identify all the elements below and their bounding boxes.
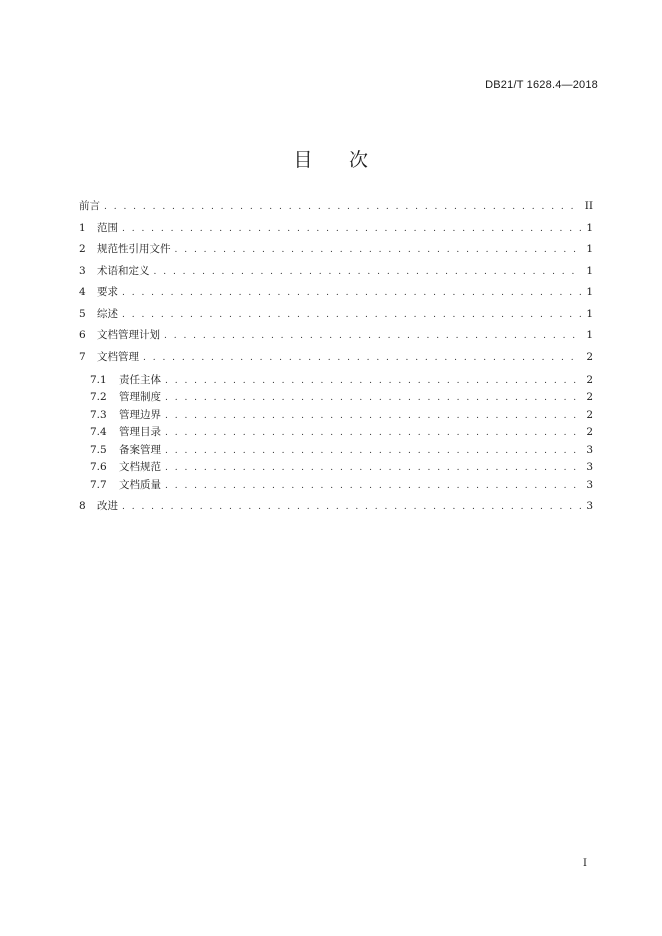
toc-entry-foreword[interactable] bbox=[79, 200, 593, 214]
toc-entry-label: 责任主体 bbox=[119, 373, 161, 386]
toc-entry-1[interactable] bbox=[79, 222, 593, 236]
toc-leader-dots bbox=[122, 309, 581, 322]
toc-entry-7-6[interactable] bbox=[90, 461, 593, 475]
toc-entry-label: 改进 bbox=[97, 500, 118, 512]
toc-entry-number: 7.4 bbox=[90, 426, 107, 438]
toc-entry-number: 7.7 bbox=[90, 478, 107, 491]
toc-entry-number: 7.2 bbox=[90, 391, 107, 403]
page-number: I bbox=[583, 858, 587, 869]
toc-entry-7-5[interactable] bbox=[90, 444, 593, 458]
toc-leader-dots bbox=[122, 287, 581, 300]
toc-leader-dots bbox=[165, 427, 581, 440]
toc-leader-dots bbox=[165, 462, 581, 475]
toc-entry-page: 2 bbox=[586, 373, 593, 386]
toc-entry-5[interactable] bbox=[79, 308, 593, 322]
toc-entry-number: 7.6 bbox=[90, 461, 107, 473]
toc-entry-7-3[interactable] bbox=[90, 409, 593, 423]
toc-entry-number: 6 bbox=[79, 329, 86, 341]
toc-entry-number: 3 bbox=[79, 264, 86, 277]
toc-entry-label: 文档管理计划 bbox=[97, 329, 160, 341]
toc-entry-6[interactable] bbox=[79, 329, 593, 343]
toc-entry-8[interactable] bbox=[79, 500, 593, 514]
toc-entry-7-4[interactable] bbox=[90, 426, 593, 440]
toc-leader-dots bbox=[104, 201, 581, 214]
toc-entry-label: 文档管理 bbox=[97, 350, 139, 363]
toc-entry-page: II bbox=[584, 200, 593, 212]
toc-entry-label: 文档规范 bbox=[119, 461, 161, 473]
toc-entry-label: 备案管理 bbox=[119, 443, 161, 456]
toc-entry-label: 范围 bbox=[97, 221, 118, 234]
toc-entry-page: 3 bbox=[586, 461, 593, 473]
toc-entry-page: 1 bbox=[586, 286, 593, 298]
toc-entry-label: 规范性引用文件 bbox=[97, 243, 171, 255]
toc-leader-dots bbox=[143, 352, 581, 365]
toc-entry-number: 7.3 bbox=[90, 408, 107, 421]
toc-title-left: 目 bbox=[293, 149, 313, 171]
toc-entry-label: 管理边界 bbox=[119, 408, 161, 421]
document-code: DB21/T 1628.4—2018 bbox=[485, 79, 598, 91]
toc-leader-dots bbox=[165, 410, 581, 423]
toc-leader-dots bbox=[175, 244, 582, 257]
toc-title-right: 次 bbox=[349, 149, 369, 171]
toc-entry-7-1[interactable] bbox=[90, 374, 593, 388]
toc-leader-dots bbox=[164, 330, 581, 343]
toc-entry-page: 2 bbox=[586, 350, 593, 363]
toc-leader-dots bbox=[154, 266, 582, 279]
toc-leader-dots bbox=[122, 501, 581, 514]
toc-leader-dots bbox=[165, 445, 581, 458]
toc-entry-page: 1 bbox=[586, 243, 593, 255]
toc-entry-label: 综述 bbox=[97, 307, 118, 320]
toc-title bbox=[0, 145, 662, 172]
toc-leader-dots bbox=[165, 392, 581, 405]
toc-entry-label: 前言 bbox=[79, 200, 100, 212]
toc-entry-label: 要求 bbox=[97, 286, 118, 298]
toc-entry-7[interactable] bbox=[79, 351, 593, 365]
toc-entry-4[interactable] bbox=[79, 286, 593, 300]
toc-entry-page: 3 bbox=[586, 443, 593, 456]
toc-entry-7-2[interactable] bbox=[90, 391, 593, 405]
toc-entry-number: 1 bbox=[79, 221, 86, 234]
toc-entry-page: 1 bbox=[586, 329, 593, 341]
toc-entry-page: 1 bbox=[586, 221, 593, 234]
toc-entry-label: 管理制度 bbox=[119, 391, 161, 403]
toc-entry-number: 2 bbox=[79, 243, 86, 255]
toc-entry-number: 5 bbox=[79, 307, 86, 320]
toc-entry-7-7[interactable] bbox=[90, 479, 593, 493]
toc-entry-page: 1 bbox=[586, 264, 593, 277]
toc-entry-page: 3 bbox=[586, 500, 593, 512]
toc-entry-label: 文档质量 bbox=[119, 478, 161, 491]
toc-entry-3[interactable] bbox=[79, 265, 593, 279]
toc-entry-page: 2 bbox=[586, 408, 593, 421]
toc-entry-number: 4 bbox=[79, 286, 86, 298]
toc-entry-label: 管理目录 bbox=[119, 426, 161, 438]
toc-entry-page: 2 bbox=[586, 391, 593, 403]
toc-leader-dots bbox=[165, 480, 581, 493]
toc-entry-label: 术语和定义 bbox=[97, 264, 150, 277]
toc-entry-page: 2 bbox=[586, 426, 593, 438]
toc-entry-number: 7.1 bbox=[90, 373, 107, 386]
toc-entry-number: 7 bbox=[79, 350, 86, 363]
toc-entry-2[interactable] bbox=[79, 243, 593, 257]
toc-entry-number: 8 bbox=[79, 500, 86, 512]
toc-entry-number: 7.5 bbox=[90, 443, 107, 456]
toc-entry-page: 1 bbox=[586, 307, 593, 320]
toc-leader-dots bbox=[165, 375, 581, 388]
toc-leader-dots bbox=[122, 223, 581, 236]
toc-entry-page: 3 bbox=[586, 478, 593, 491]
